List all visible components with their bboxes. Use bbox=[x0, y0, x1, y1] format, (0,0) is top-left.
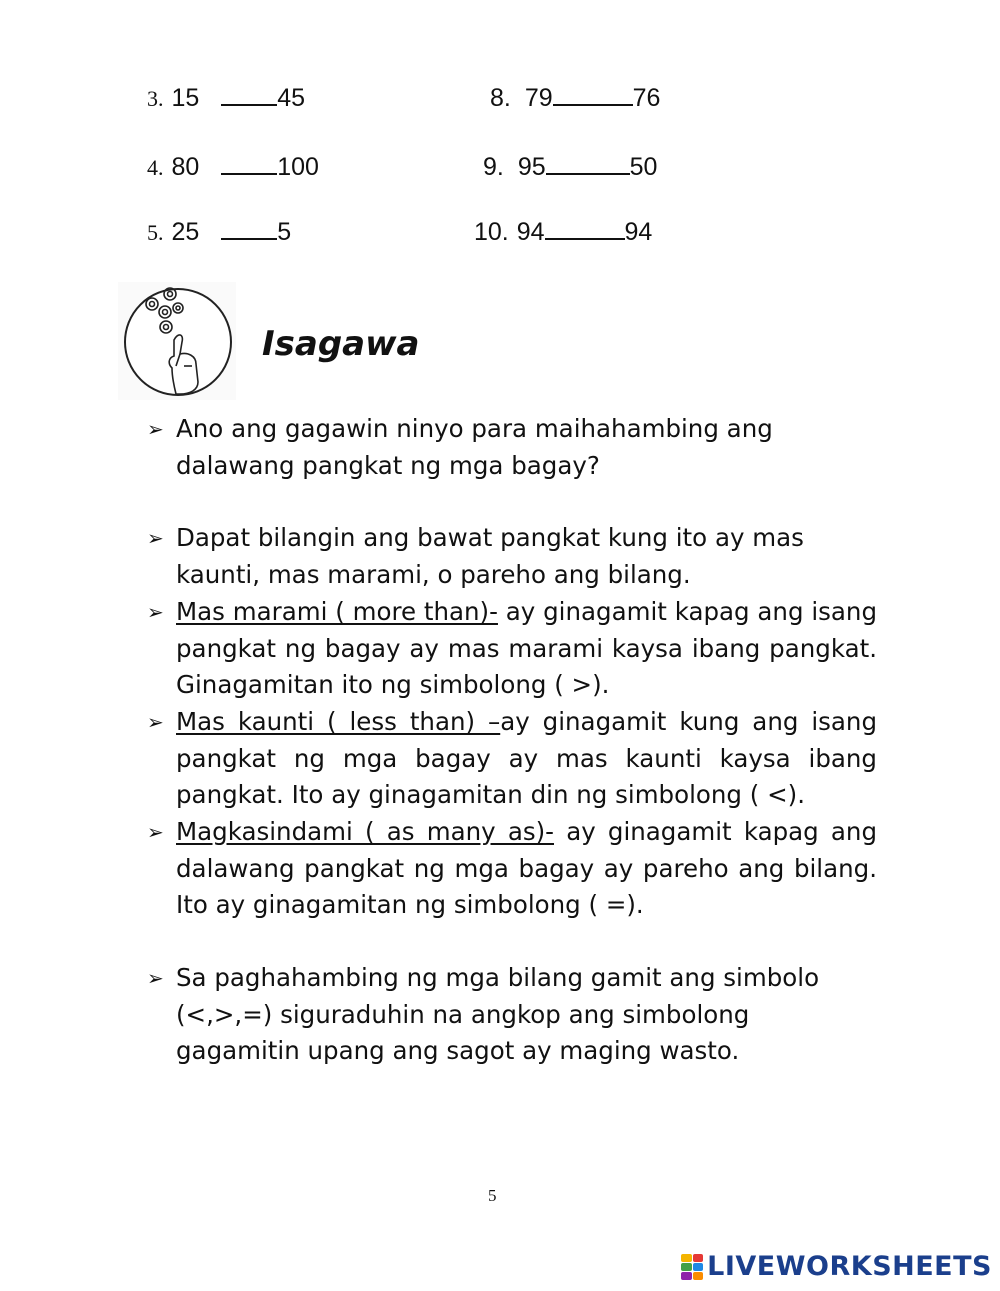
bullet-item: ➢ Magkasindami ( as many as)- ay ginagamit kapag ang dalawang pangkat ng mga bagay ay pareho ang bilang. Ito ay ginagamitan ng simbolong ( =). bbox=[147, 814, 877, 924]
section-title: Isagawa bbox=[262, 324, 420, 364]
hand-with-gears-icon bbox=[118, 282, 236, 400]
brand-logo bbox=[681, 1251, 992, 1282]
answer-blank[interactable] bbox=[553, 82, 633, 106]
exercise-10: 10. 94 94 bbox=[474, 218, 653, 246]
answer-blank[interactable] bbox=[221, 216, 277, 240]
exercise-5: 5. 25 5 bbox=[147, 218, 292, 246]
bullet-item: ➢ Dapat bilangin ang bawat pangkat kung ito ay mas kaunti, mas marami, o pareho ang bilang. bbox=[147, 520, 877, 593]
arrow-bullet-icon: ➢ bbox=[147, 710, 164, 734]
exercise-3: 3. 15 45 bbox=[147, 84, 306, 112]
exercise-9: 9. 95 50 bbox=[483, 153, 658, 181]
liveworksheets-logo-icon bbox=[681, 1254, 703, 1280]
term-more-than: Mas marami ( more than)- bbox=[176, 597, 498, 626]
arrow-bullet-icon: ➢ bbox=[147, 966, 164, 990]
page-number: 5 bbox=[488, 1186, 497, 1205]
answer-blank[interactable] bbox=[221, 82, 277, 106]
exercise-8: 8. 79 76 bbox=[490, 84, 661, 112]
bullet-item: ➢ Sa paghahambing ng mga bilang gamit ang simbolo (<,>,=) siguraduhin na angkop ang simbolong gagamitin upang ang sagot ay maging wasto. bbox=[147, 960, 877, 1070]
answer-blank[interactable] bbox=[545, 216, 625, 240]
exercise-4: 4. 80 100 bbox=[147, 153, 319, 181]
arrow-bullet-icon: ➢ bbox=[147, 417, 164, 441]
answer-blank[interactable] bbox=[546, 151, 630, 175]
arrow-bullet-icon: ➢ bbox=[147, 820, 164, 844]
bullet-item: ➢ Mas marami ( more than)- ay ginagamit kapag ang isang pangkat ng bagay ay mas marami kaysa ibang pangkat. Ginagamitan ito ng simbolong ( >). bbox=[147, 594, 877, 704]
brand-name: LIVEWORKSHEETS bbox=[707, 1251, 992, 1282]
arrow-bullet-icon: ➢ bbox=[147, 526, 164, 550]
answer-blank[interactable] bbox=[221, 151, 277, 175]
term-as-many-as: Magkasindami ( as many as)- bbox=[176, 817, 554, 846]
bullet-item: ➢ Mas kaunti ( less than) –ay ginagamit kung ang isang pangkat ng mga bagay ay mas kaunti kaysa ibang pangkat. Ito ay ginagamitan din ng simbolong ( <). bbox=[147, 704, 877, 814]
term-less-than: Mas kaunti ( less than) – bbox=[176, 707, 501, 736]
arrow-bullet-icon: ➢ bbox=[147, 600, 164, 624]
bullet-item: ➢ Ano ang gagawin ninyo para maihahambing ang dalawang pangkat ng mga bagay? bbox=[147, 411, 877, 484]
